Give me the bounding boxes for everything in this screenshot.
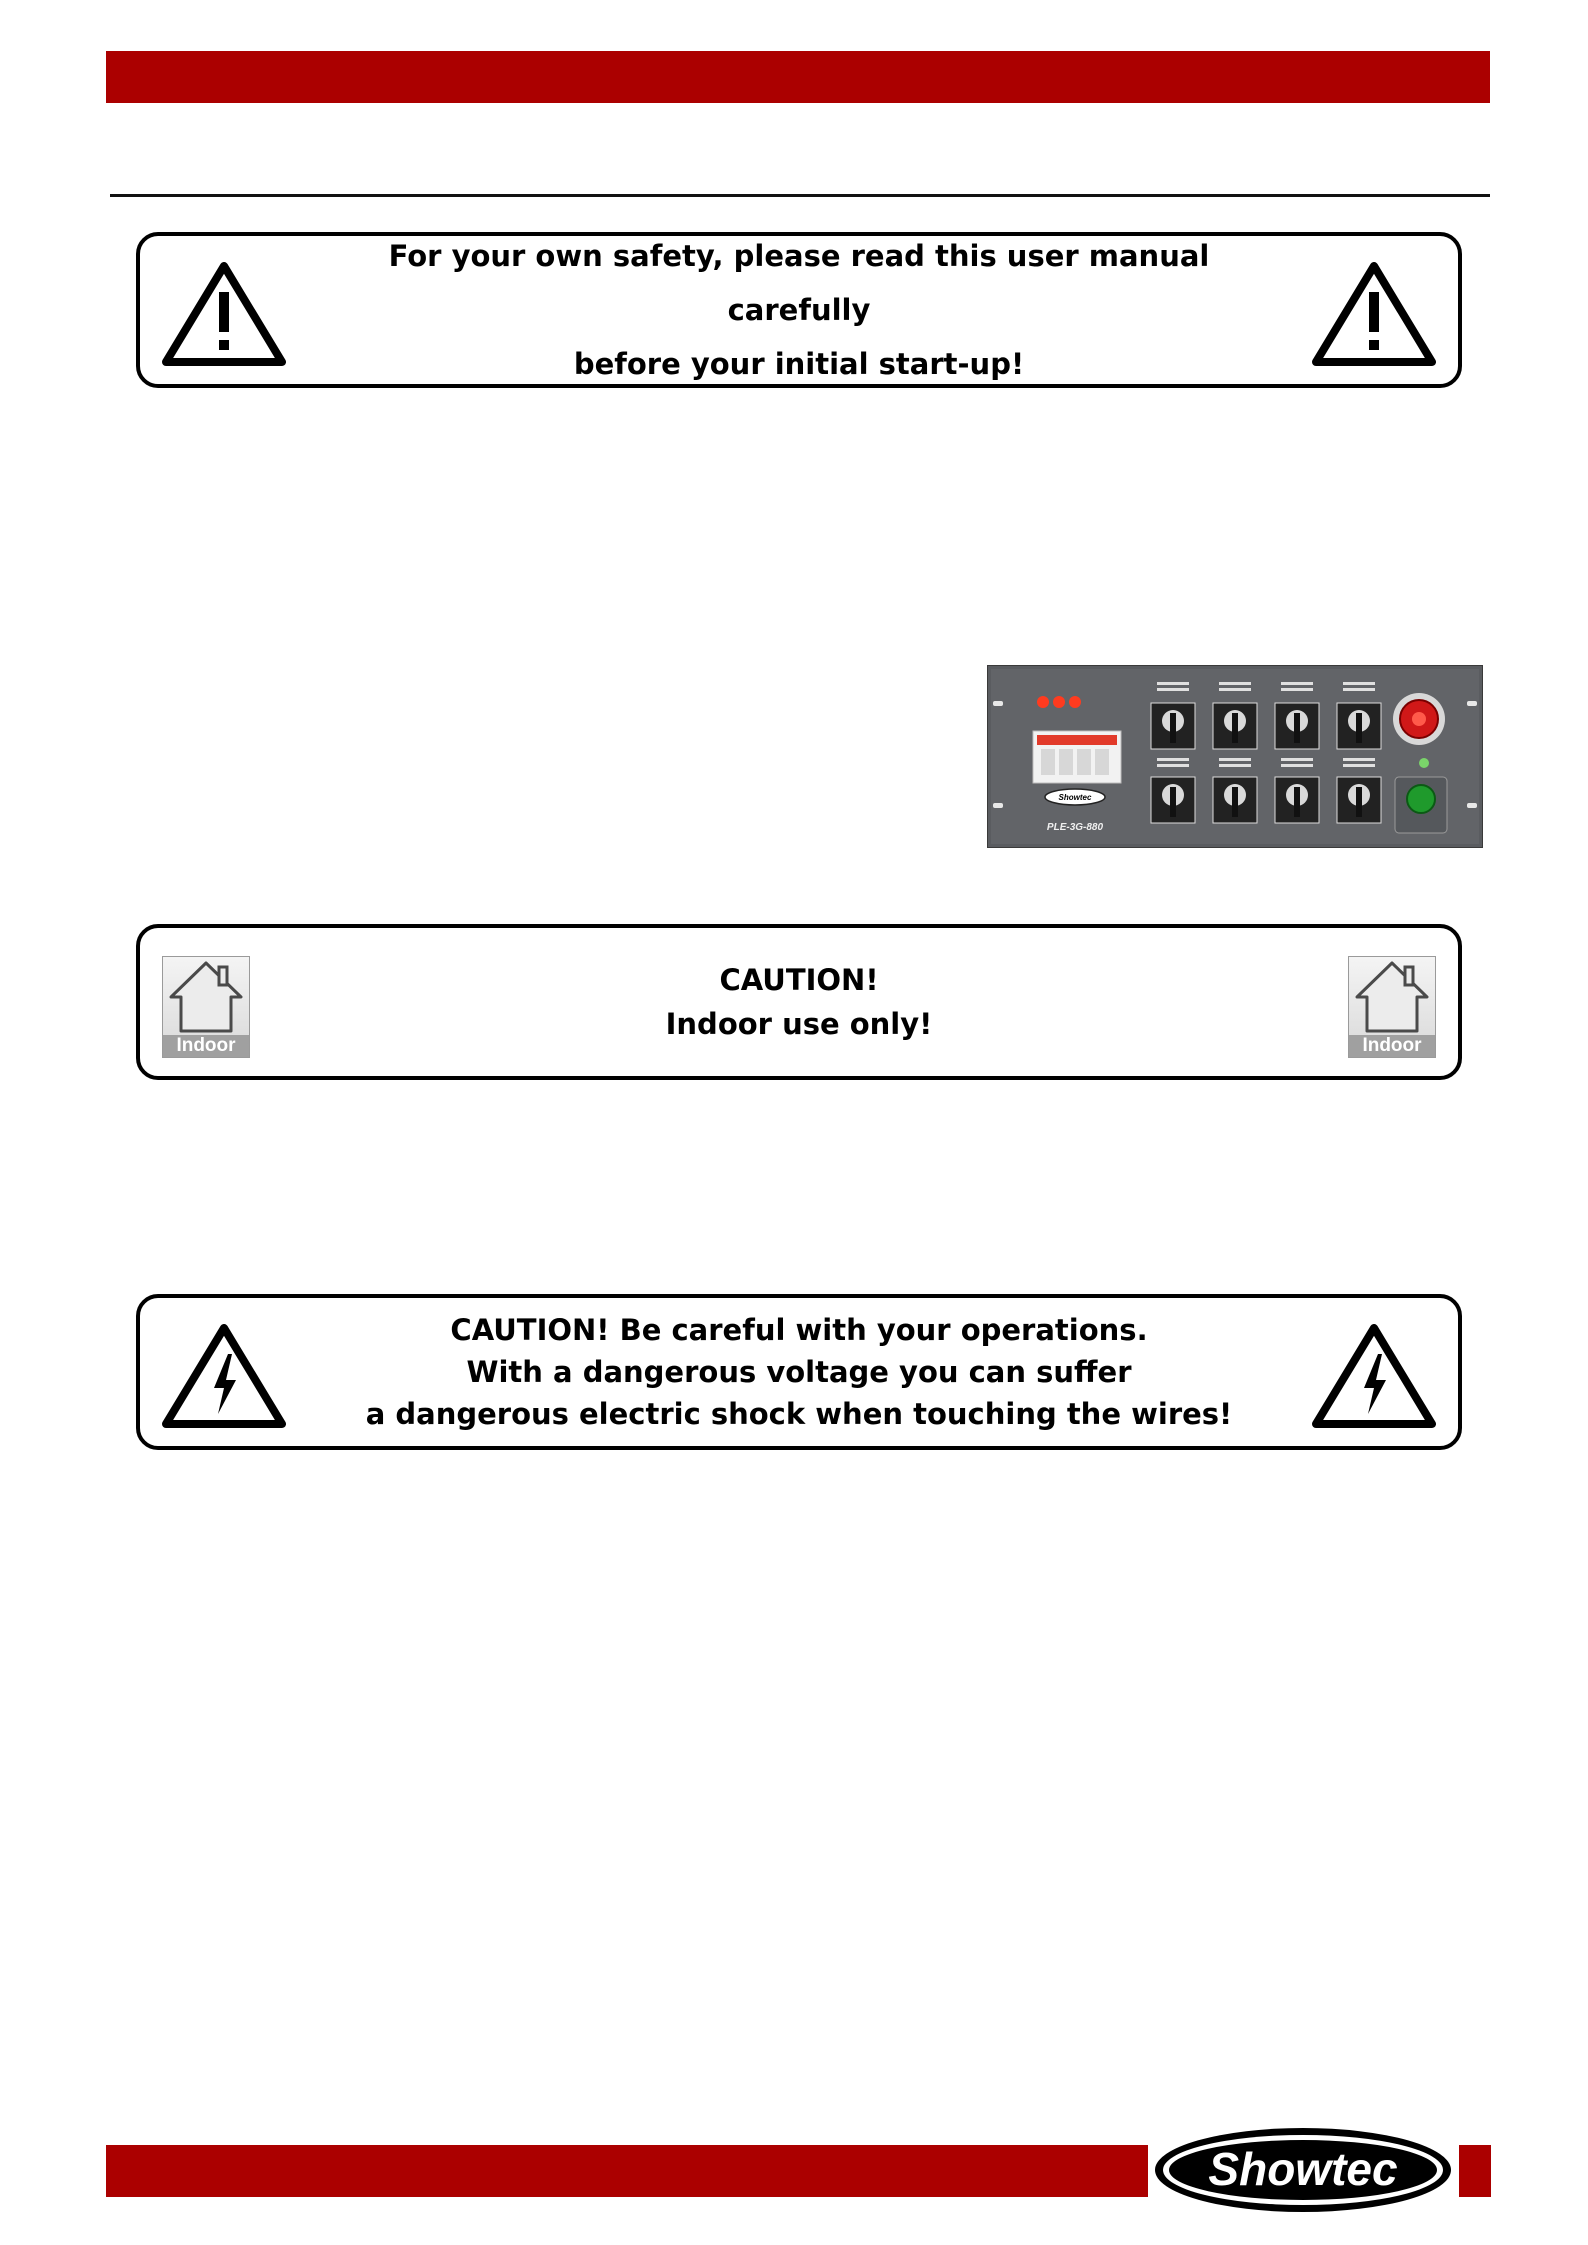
safety-notice-line: before your initial start-up! xyxy=(573,347,1025,381)
indoor-notice-line: CAUTION! xyxy=(719,963,879,997)
indoor-house-icon xyxy=(162,956,250,1058)
footer-bar xyxy=(106,2145,1148,2197)
warning-triangle-icon xyxy=(162,262,286,366)
showtec-logo xyxy=(1152,2124,1454,2216)
panel-brand-label: Showtec xyxy=(1058,793,1092,802)
indoor-notice-line: Indoor use only! xyxy=(665,1007,933,1041)
safety-notice-line: For your own safety, please read this user manual carefully xyxy=(388,239,1210,327)
shock-notice-text xyxy=(340,1298,1258,1446)
electric-hazard-icon xyxy=(1312,1324,1436,1428)
footer-bar-end xyxy=(1459,2145,1491,2197)
shock-notice-line: a dangerous electric shock when touching the wires! xyxy=(365,1397,1233,1431)
logo-text: Showtec xyxy=(1208,2143,1398,2195)
indoor-house-icon xyxy=(1348,956,1436,1058)
electric-hazard-icon xyxy=(162,1324,286,1428)
shock-notice-box xyxy=(136,1294,1462,1450)
indoor-icon-label: Indoor xyxy=(1349,1035,1435,1057)
indoor-notice-box xyxy=(136,924,1462,1080)
indoor-notice-text xyxy=(340,928,1258,1076)
shock-notice-line: With a dangerous voltage you can suffer xyxy=(466,1355,1132,1389)
shock-notice-line: CAUTION! Be careful with your operations. xyxy=(450,1313,1148,1347)
warning-triangle-icon xyxy=(1312,262,1436,366)
indoor-icon-label: Indoor xyxy=(163,1035,249,1057)
safety-notice-box xyxy=(136,232,1462,388)
header-rule xyxy=(110,194,1490,197)
header-bar xyxy=(106,51,1490,103)
safety-notice-text xyxy=(340,236,1258,384)
panel-model-label: PLE-3G-880 xyxy=(1046,822,1104,833)
power-distributor-panel-image xyxy=(987,665,1483,848)
